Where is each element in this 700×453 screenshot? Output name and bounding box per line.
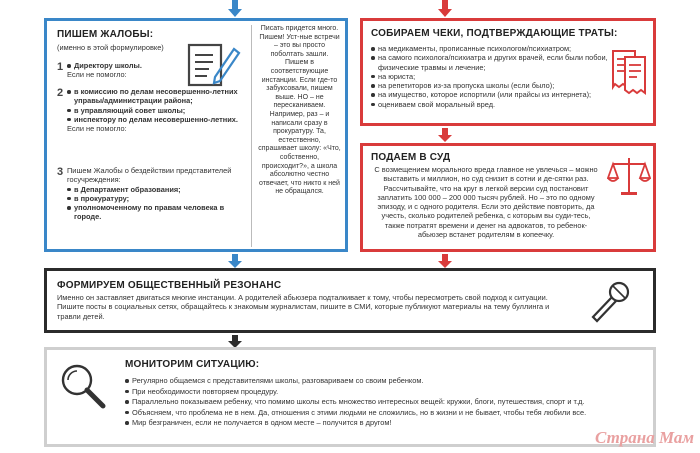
complaints-step2 [57,87,251,133]
red-arrow-bottom-head [438,261,452,268]
step1-number: 1 [57,61,64,73]
monitor-item: Параллельно показываем ребенку, что помимо школы есть множество интересных вещей: кружки, блоги, путешествия, спорт и т.д. [125,397,645,408]
resonance-text: Именно он заставляет двигаться многие инстанции. А родителей абьюзера подталкивает к тому, чтобы пересмотреть свой подход к ситуации. Пишите посты в социальных сетях, обращайтесь к знакомым журналистам, пишите в СМИ, которые публикуют материалы на тему буллинга и травли детей. [57,293,550,321]
monitor-panel [44,347,656,447]
complaints-note-text: Писать придется много. Пишем! Уст-ные встречи – это вы просто поболтать зашли. Пишем в соответствующие инстанции. Если где-то забуксовали, пишем выше. НО – не пересканиваем. Например, раз – и написали сразу в прокуратуру. Та, естественно, спрашивает школу: «Что, собственно, происходит?», а школа абсолютно честно отвечает, что никто к ней не обращался. [258,25,341,196]
step3-item: в прокуратуру; [67,194,251,203]
receipts-item: оцениваем свой моральный вред. [371,100,609,109]
step1-list [67,61,247,70]
receipts-title: СОБИРАЕМ ЧЕКИ, ПОДТВЕРЖДАЮЩИЕ ТРАТЫ: [371,28,618,39]
receipts-panel [360,18,656,126]
monitor-list [125,376,645,429]
receipts-item: на имущество, которое испортили (или прайсы из интернета); [371,90,609,99]
receipts-icon [607,47,649,97]
step3-item: уполномоченному по правам человека в городе. [67,203,251,222]
complaints-step1 [57,61,247,80]
step2-item: в управляющий совет школы; [67,106,251,115]
monitor-item: Регулярно общаемся с представителями школы, разговариваем со своим ребенком. [125,376,645,387]
monitor-item: При необходимости повторяем процедуру. [125,387,645,398]
receipts-item: на репетиторов из-за пропуска школы (если было); [371,81,609,90]
step2-item: в комиссию по делам несовершенно-летних управы/администрации района; [67,87,251,106]
red-arrow-top-head [438,9,452,17]
resonance-panel [44,268,656,333]
step2-number: 2 [57,87,64,99]
monitor-item: Мир безграничен, если не получается в одном месте – получится в другом! [125,418,645,429]
receipts-item: на медикаменты, прописанные психологом/психиатром; [371,44,609,53]
monitor-item: Объясняем, что проблема не в нем. Да, отношения с этими людьми не сложились, но в жизни и не бывает, чтобы тебя любили все. [125,408,645,419]
step3-list [67,185,251,222]
monitor-title: МОНИТОРИМ СИТУАЦИЮ: [125,359,260,370]
court-panel [360,143,656,252]
step2-after: Если не помогло: [67,124,127,134]
receipts-item: на юриста; [371,72,609,81]
watermark: Страна Мам [594,428,694,447]
microphone-icon [585,277,635,325]
blue-arrow-top-head [228,9,242,17]
complaints-title: ПИШЕМ ЖАЛОБЫ: [57,29,154,40]
step3-intro: Пишем Жалобы о бездействии представителей госучреждения: [67,166,232,185]
step3-number: 3 [57,166,64,178]
step1-after: Если не помогло: [67,70,127,80]
complaints-subtitle: (именно в этой формулировке) [57,43,164,52]
complaints-note [251,25,341,247]
receipts-item: на самого психолога/психиатра и других врачей, если были побои, физические травмы и лечение; [371,53,609,72]
step2-list [67,87,251,124]
complaints-panel [44,18,348,252]
red-arrow-middle-head [438,135,452,142]
step3-item: в Департамент образования; [67,185,251,194]
scales-icon [607,154,651,198]
court-title: ПОДАЕМ В СУД [371,152,451,163]
court-text: С возмещением морального вреда главное не увлечься – можно выставить и миллион, но суд снизит в сотни и де-сятки раз. Рассчитывайте, что на круг в легкой версии суд постановит заплатить 100 000 – 200 000 тысяч рублей. Но – это по одному эпизоду, и с одного родителя. Если это действие повторить, да учесть, сколько родителей ребенка, с которым вы суди-тесь, также потратят времени и денег на адвокатов, то ребенок-абьюзер встанет родителям в копеечку. [374,165,598,240]
complaints-step3 [57,166,251,222]
magnifier-icon [57,360,109,412]
step2-item: инспектору по делам несовершенно-летних. [67,115,251,124]
step1-item: Директору школы. [67,61,247,70]
blue-arrow-bottom-head [228,261,242,268]
resonance-title: ФОРМИРУЕМ ОБЩЕСТВЕННЫЙ РЕЗОНАНС [57,280,282,291]
receipts-list [371,44,609,109]
